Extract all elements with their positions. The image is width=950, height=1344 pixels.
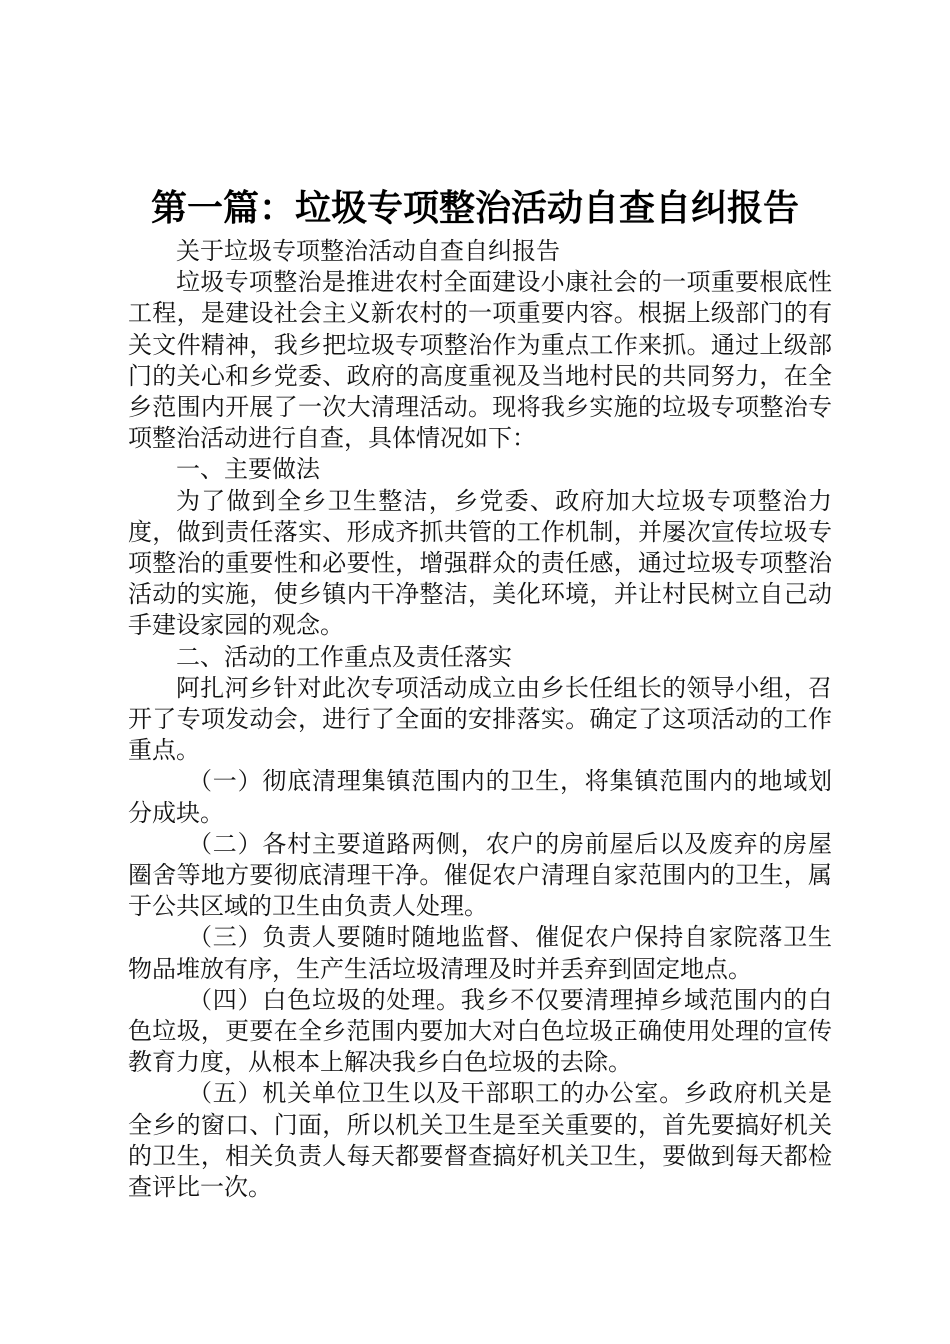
focus-item-2: （二）各村主要道路两侧，农户的房前屋后以及废弃的房屋圈舍等地方要彻底清理干净。催促农户清理自家范围内的卫生，属于公共区域的卫生由负责人处理。: [128, 829, 832, 921]
document-body: [128, 236, 832, 1203]
document-title: 第一篇：垃圾专项整治活动自查自纠报告: [150, 187, 799, 229]
report-subtitle: 关于垃圾专项整治活动自查自纠报告: [176, 237, 560, 265]
work-focus-paragraph: 阿扎河乡针对此次专项活动成立由乡长任组长的领导小组，召开了专项发动会，进行了全面的安排落实。确定了这项活动的工作重点。: [128, 673, 832, 765]
focus-item-1: （一）彻底清理集镇范围内的卫生，将集镇范围内的地域划分成块。: [128, 767, 832, 827]
section-heading-work-focus: 二、活动的工作重点及责任落实: [176, 642, 512, 671]
section-heading-main-methods: 一、主要做法: [176, 455, 320, 484]
focus-item-3: （三）负责人要随时随地监督、催促农户保持自家院落卫生物品堆放有序，生产生活垃圾清理及时并丢弃到固定地点。: [128, 923, 832, 983]
focus-item-4: （四）白色垃圾的处理。我乡不仅要清理掉乡域范围内的白色垃圾，更要在全乡范围内要加大对白色垃圾正确使用处理的宣传教育力度，从根本上解决我乡白色垃圾的去除。: [128, 985, 832, 1077]
methods-paragraph: 为了做到全乡卫生整洁，乡党委、政府加大垃圾专项整治力度，做到责任落实、形成齐抓共管的工作机制，并屡次宣传垃圾专项整治的重要性和必要性，增强群众的责任感，通过垃圾专项整治活动的实施，使乡镇内干净整洁，美化环境，并让村民树立自己动手建设家园的观念。: [128, 486, 832, 640]
focus-item-5: （五）机关单位卫生以及干部职工的办公室。乡政府机关是全乡的窗口、门面，所以机关卫生是至关重要的，首先要搞好机关的卫生，相关负责人每天都要督查搞好机关卫生，要做到每天都检查评比一次。: [128, 1079, 832, 1202]
intro-paragraph: 垃圾专项整治是推进农村全面建设小康社会的一项重要根底性工程，是建设社会主义新农村的一项重要内容。根据上级部门的有关文件精神，我乡把垃圾专项整治作为重点工作来抓。通过上级部门的关心和乡党委、政府的高度重视及当地村民的共同努力，在全乡范围内开展了一次大清理活动。现将我乡实施的垃圾专项整治专项整治活动进行自查，具体情况如下：: [128, 268, 832, 453]
